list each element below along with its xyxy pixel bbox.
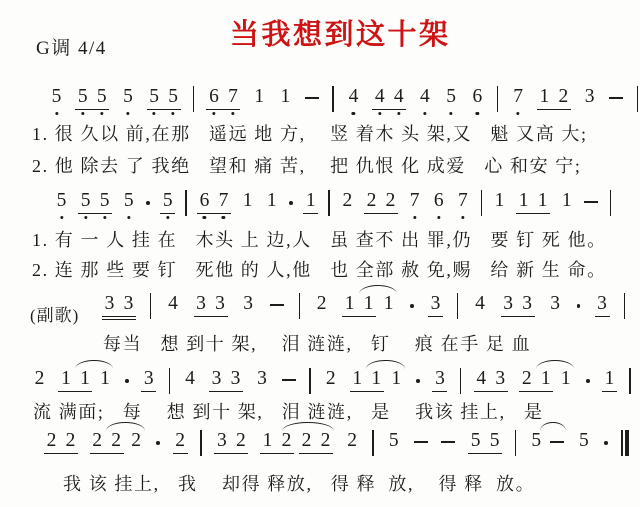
low-octave-dot <box>127 216 130 219</box>
duration-dash <box>609 97 623 99</box>
barline <box>200 430 201 456</box>
note: 5 <box>76 86 89 118</box>
note: 1 <box>560 368 571 389</box>
key-signature: G调 4/4 <box>36 38 107 59</box>
note: 4 <box>476 368 487 389</box>
note: 5 <box>148 86 161 118</box>
augmentation-dot <box>577 304 581 308</box>
lyrics-verse1-line1: 1. 很 久以 前,在那 遥远 地 方, 竖 着木 头 架,又 魁 又高 大; <box>32 124 588 144</box>
beam-group <box>103 293 135 325</box>
note: 1 <box>262 430 273 451</box>
beam-group <box>148 86 180 118</box>
note: 4 <box>418 86 431 118</box>
lyrics-verse2-line2: 2. 连 那 些 要 钉 死他 的 人,他 也 全部 赦 免,赐 给 新 生 命。 <box>32 260 607 280</box>
note: 1 <box>539 86 550 107</box>
note: 3 <box>230 368 241 389</box>
slur-group <box>343 293 395 325</box>
note: 1 <box>371 368 382 389</box>
note: 2 <box>342 190 353 211</box>
note: 3 <box>429 293 442 325</box>
beam-group <box>502 293 534 325</box>
note: 3 <box>550 293 560 314</box>
tie-arc <box>540 422 566 431</box>
note: 2 <box>46 430 57 451</box>
slur-group <box>261 430 332 462</box>
music-line-1 <box>50 86 638 122</box>
barline <box>460 368 461 394</box>
barline <box>629 368 630 394</box>
music-line-5 <box>45 430 629 466</box>
beam-group <box>373 86 405 118</box>
note: 1 <box>383 293 394 314</box>
lyrics-verse2-line1: 2. 他 除去 了 我绝 望和 痛 苦, 把 仇恨 化 成爱 心 和安 宁; <box>32 156 582 176</box>
note: 7 <box>226 86 239 118</box>
note: 3 <box>495 368 506 389</box>
note: 1 <box>242 190 253 211</box>
low-octave-dot <box>153 112 156 115</box>
low-octave-dot <box>423 112 426 115</box>
note: 1 <box>540 368 551 389</box>
tie-arc <box>366 360 404 369</box>
note: 3 <box>433 368 446 400</box>
low-octave-dot <box>461 216 464 219</box>
note: 5 <box>167 86 180 118</box>
note: 3 <box>257 368 267 389</box>
low-octave-dot <box>517 112 520 115</box>
low-octave-dot <box>449 112 452 115</box>
low-octave-dot <box>203 216 206 219</box>
note: 2 <box>558 86 569 107</box>
note: 3 <box>522 293 532 314</box>
low-octave-dot <box>476 112 479 115</box>
lyrics-chorus-line1: 每当 想 到十 架, 泪 涟涟, 钉 痕 在手 足 血 <box>103 334 532 354</box>
lyrics-chorus-line3: 我 该 挂上, 我 却得 释放, 得 释 放, 得 释 放。 <box>63 474 536 494</box>
note: 2 <box>366 190 377 211</box>
note: 4 <box>168 293 178 314</box>
note: 1 <box>80 368 90 389</box>
low-octave-dot <box>172 112 175 115</box>
duration-dash <box>305 97 319 99</box>
note: 7 <box>456 190 469 222</box>
barline <box>299 293 300 319</box>
beam-group <box>261 430 293 462</box>
note: 1 <box>561 190 572 211</box>
note: 5 <box>578 430 589 451</box>
note: 2 <box>325 368 336 389</box>
barline <box>193 86 194 112</box>
barline <box>328 190 329 216</box>
low-octave-dot <box>212 112 215 115</box>
note: 5 <box>445 86 458 118</box>
low-octave-dot <box>55 112 58 115</box>
augmentation-dot <box>125 379 129 383</box>
note: 6 <box>207 86 220 118</box>
barline <box>637 86 638 112</box>
barline <box>610 190 611 216</box>
low-octave-dot <box>60 216 63 219</box>
beam-group <box>300 430 332 462</box>
note: 6 <box>471 86 484 118</box>
page-title: 当我想到这十架 <box>230 19 451 51</box>
beam-group <box>365 190 397 222</box>
barline <box>185 190 186 216</box>
note: 2 <box>281 430 292 451</box>
note: 3 <box>142 368 155 400</box>
note: 2 <box>174 430 187 462</box>
tie-arc <box>75 360 113 369</box>
duration-dash <box>441 441 455 443</box>
barline <box>481 190 482 216</box>
note: 1 <box>344 293 355 314</box>
duration-dash <box>414 441 428 443</box>
note: 6 <box>198 190 211 222</box>
low-octave-dot <box>100 112 103 115</box>
note: 2 <box>320 430 331 451</box>
beam-group <box>351 368 383 400</box>
note: 1 <box>537 190 548 211</box>
low-octave-dot <box>166 216 169 219</box>
low-octave-dot <box>103 216 106 219</box>
beam-group <box>79 190 111 222</box>
duration-dash <box>550 441 564 443</box>
barline <box>309 368 310 394</box>
note: 1 <box>304 190 317 222</box>
note: 4 <box>373 86 386 118</box>
beam-group <box>469 430 501 462</box>
note: 3 <box>503 293 513 314</box>
note: 5 <box>79 190 92 222</box>
barline <box>332 86 333 112</box>
low-octave-dot <box>437 216 440 219</box>
note: 1 <box>494 190 505 211</box>
augmentation-dot <box>410 304 414 308</box>
note: 1 <box>254 86 265 107</box>
final-barline <box>621 430 628 456</box>
augmentation-dot <box>586 379 590 383</box>
note: 5 <box>531 430 542 451</box>
note: 1 <box>363 293 374 314</box>
note: 5 <box>95 86 108 118</box>
low-octave-dot <box>231 112 234 115</box>
beam-group <box>215 430 247 462</box>
note: 2 <box>301 430 312 451</box>
note: 5 <box>55 190 68 222</box>
beam-group <box>210 368 242 400</box>
note: 3 <box>216 430 227 451</box>
beam-group <box>195 293 227 325</box>
low-octave-dot <box>378 112 381 115</box>
beam-group <box>520 368 552 400</box>
note: 1 <box>61 368 71 389</box>
note: 2 <box>65 430 76 451</box>
note: 2 <box>385 190 396 211</box>
note: 2 <box>316 293 327 314</box>
note: 6 <box>432 190 445 222</box>
slur-group <box>520 368 572 400</box>
note: 5 <box>470 430 481 451</box>
note: 2 <box>347 430 357 451</box>
low-octave-dot <box>397 112 400 115</box>
note: 4 <box>347 86 360 118</box>
beam-group <box>45 430 77 462</box>
note: 2 <box>131 430 141 451</box>
duration-dash <box>584 201 598 203</box>
note: 3 <box>215 293 225 314</box>
note: 1 <box>603 368 616 400</box>
slur-group <box>530 430 564 462</box>
note: 3 <box>123 293 134 314</box>
duration-dash <box>282 379 296 381</box>
note: 2 <box>34 368 45 389</box>
note: 3 <box>584 86 595 107</box>
slur-group <box>351 368 403 400</box>
note: 1 <box>518 190 529 211</box>
low-octave-dot <box>222 216 225 219</box>
low-octave-dot <box>81 112 84 115</box>
note: 5 <box>121 86 134 118</box>
note: 3 <box>104 293 115 314</box>
chorus-label: (副歌) <box>30 306 80 325</box>
lyrics-verse1-line2: 1. 有 一 人 挂 在 木头 上 边,人 虽 查不 出 罪,仍 要 钉 死 他。 <box>32 230 607 250</box>
note: 7 <box>217 190 230 222</box>
barline <box>624 293 625 319</box>
note: 2 <box>521 368 532 389</box>
beam-group <box>517 190 549 222</box>
augmentation-dot <box>289 201 293 205</box>
augmentation-dot <box>604 441 608 445</box>
note: 3 <box>211 368 222 389</box>
note: 1 <box>391 368 402 389</box>
note: 1 <box>352 368 363 389</box>
beam-group <box>207 86 239 118</box>
barline <box>457 293 458 319</box>
beam-group <box>475 368 507 400</box>
low-octave-dot <box>352 112 355 115</box>
note: 2 <box>235 430 246 451</box>
beam-group <box>538 86 570 118</box>
music-line-3 <box>103 293 625 329</box>
note: 1 <box>100 368 110 389</box>
note: 4 <box>185 368 195 389</box>
note: 1 <box>280 86 291 107</box>
duration-dash <box>270 304 284 306</box>
note: 2 <box>92 430 102 451</box>
note: 3 <box>243 293 253 314</box>
low-octave-dot <box>84 216 87 219</box>
note: 5 <box>489 430 500 451</box>
note: 5 <box>98 190 111 222</box>
note: 5 <box>50 86 63 118</box>
low-octave-dot <box>413 216 416 219</box>
note: 5 <box>122 190 135 222</box>
note: 3 <box>196 293 206 314</box>
augmentation-dot <box>416 379 420 383</box>
note: 4 <box>475 293 485 314</box>
tie-arc <box>536 360 574 369</box>
note: 5 <box>161 190 174 222</box>
augmentation-dot <box>156 441 160 445</box>
music-line-2 <box>55 190 611 226</box>
tie-arc <box>359 285 397 294</box>
slur-group <box>59 368 111 400</box>
slur-group <box>91 430 143 462</box>
beam-group <box>59 368 91 400</box>
note: 7 <box>512 86 525 118</box>
low-octave-dot <box>126 112 129 115</box>
beam-group <box>343 293 375 325</box>
note: 7 <box>408 190 421 222</box>
beam-group <box>76 86 108 118</box>
barline <box>497 86 498 112</box>
lyrics-chorus-line2: 流 满面; 每 想 到十 架, 泪 涟涟, 是 我该 挂上, 是 <box>33 402 544 422</box>
note: 2 <box>111 430 121 451</box>
augmentation-dot <box>146 201 150 205</box>
note: 1 <box>266 190 277 211</box>
note: 4 <box>392 86 405 118</box>
barline <box>150 293 151 319</box>
note: 3 <box>596 293 609 325</box>
beam-group <box>198 190 230 222</box>
note: 5 <box>388 430 399 451</box>
barline <box>169 368 170 394</box>
barline <box>515 430 516 456</box>
beam-group <box>91 430 123 462</box>
barline <box>372 430 373 456</box>
